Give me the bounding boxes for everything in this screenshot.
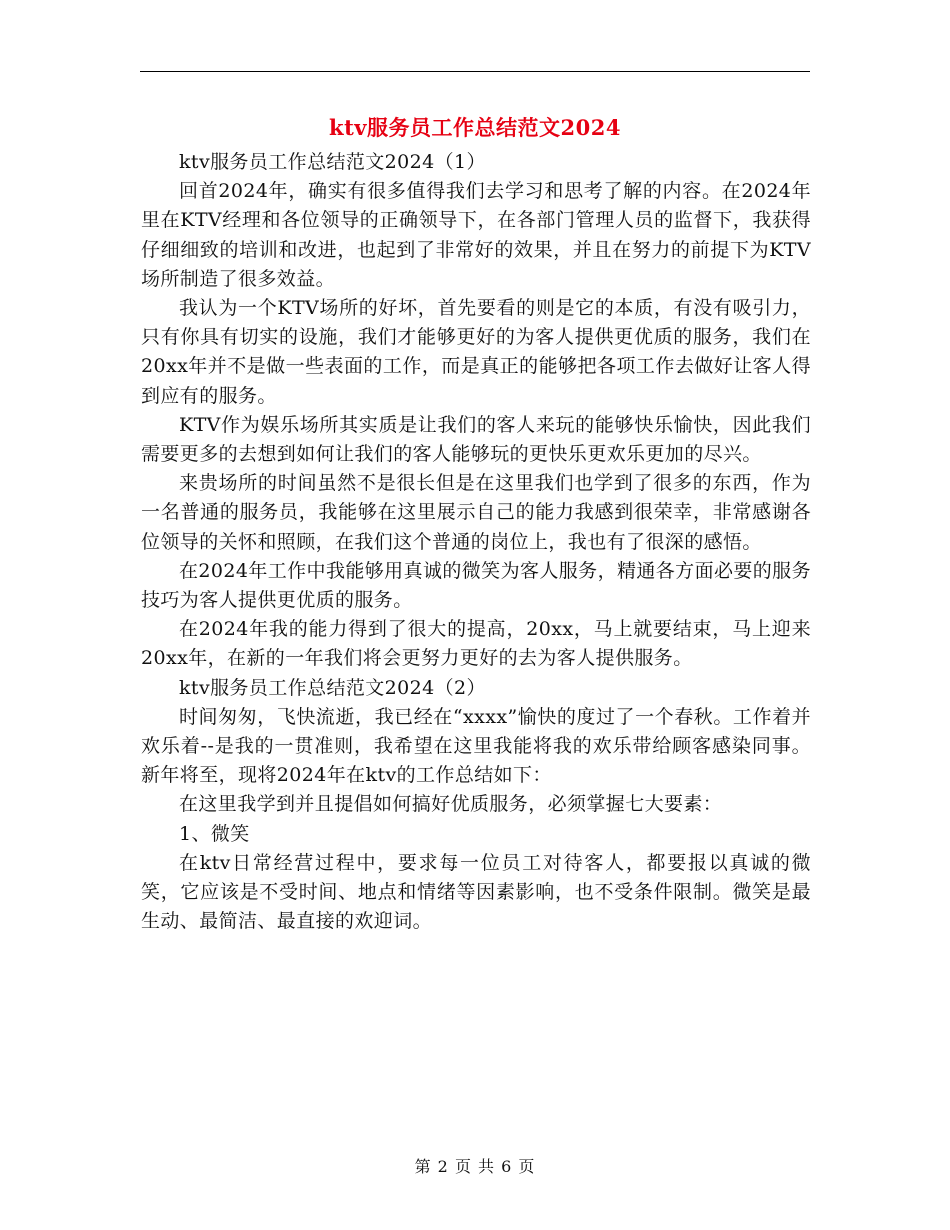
section-heading-1: ktv服务员工作总结范文2024（1） xyxy=(179,151,486,173)
header-rule xyxy=(140,71,810,72)
paragraph: 在2024年工作中我能够用真诚的微笑为客人服务，精通各方面必要的服务技巧为客人提供更优质的服务。 xyxy=(141,559,811,612)
paragraph: KTV作为娱乐场所其实质是让我们的客人来玩的能够快乐愉快，因此我们需要更多的去想到如何让我们的客人能够玩的更快乐更欢乐更加的尽兴。 xyxy=(141,413,811,466)
section-heading-2: ktv服务员工作总结范文2024（2） xyxy=(179,676,486,699)
paragraph: 在2024年我的能力得到了很大的提高，20xx，马上就要结束，马上迎来20xx年，在新的一年我们将会更努力更好的去为客人提供服务。 xyxy=(141,618,811,670)
document-title: ktv服务员工作总结范文2024 xyxy=(329,115,621,140)
list-item-heading: 1、微笑 xyxy=(179,822,250,845)
paragraph: 来贵场所的时间虽然不是很长但是在这里我们也学到了很多的东西，作为一名普通的服务员，我能够在这里展示自己的能力我感到很荣幸，非常感谢各位领导的关怀和照顾，在我们这个普通的岗位上，我也有了很深的感悟。 xyxy=(141,472,811,553)
paragraph: 我认为一个KTV场所的好坏，首先要看的则是它的本质，有没有吸引力，只有你具有切实的设施，我们才能够更好的为客人提供更优质的服务，我们在20xx年并不是做一些表面的工作，而是真正的能够把各项工作去做好让客人得到应有的服务。 xyxy=(141,297,811,407)
page-footer: 第 2 页 共 6 页 xyxy=(414,1157,536,1176)
paragraph: 时间匆匆，飞快流逝，我已经在“xxxx”愉快的度过了一个春秋。工作着并欢乐着--是我的一贯准则，我希望在这里我能将我的欢乐带给顾客感染同事。新年将至，现将2024年在ktv的工作总结如下： xyxy=(141,705,811,787)
paragraph: 在这里我学到并且提倡如何搞好优质服务，必须掌握七大要素： xyxy=(179,793,723,816)
paragraph: 回首2024年，确实有很多值得我们去学习和思考了解的内容。在2024年里在KTV经理和各位领导的正确领导下，在各部门管理人员的监督下，我获得仔细细致的培训和改进，也起到了非常好的效果，并且在努力的前提下为KTV场所制造了很多效益。 xyxy=(141,180,811,290)
document-body xyxy=(141,148,811,936)
paragraph: 在ktv日常经营过程中，要求每一位员工对待客人，都要报以真诚的微笑，它应该是不受时间、地点和情绪等因素影响，也不受条件限制。微笑是最生动、最简洁、最直接的欢迎词。 xyxy=(141,851,811,933)
